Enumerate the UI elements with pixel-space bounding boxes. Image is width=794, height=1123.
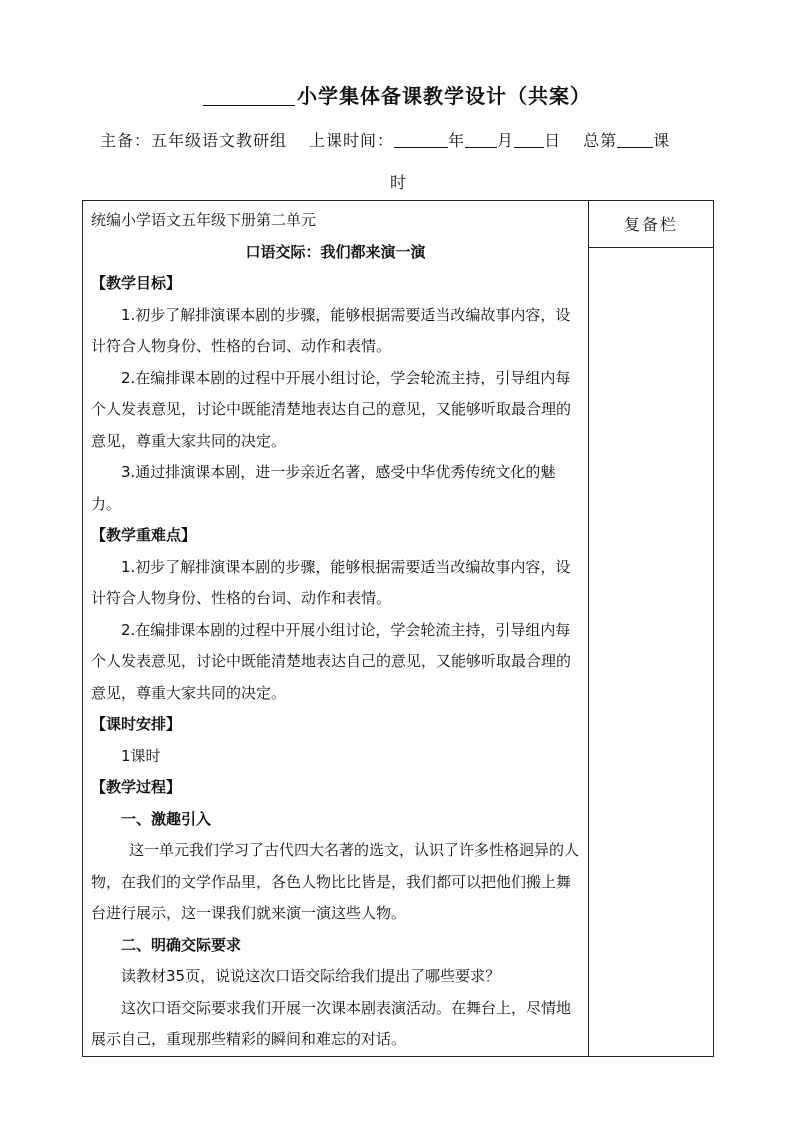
- title-text: 小学集体备课教学设计（共案）: [297, 84, 591, 108]
- process-heading: 【教学过程】: [91, 778, 182, 796]
- schedule-heading: 【课时安排】: [91, 715, 182, 733]
- review-column: [589, 201, 714, 1057]
- period-char: 时: [390, 173, 407, 192]
- total-suffix: 课: [653, 131, 671, 150]
- review-column-header: 复备栏: [589, 201, 713, 248]
- day-label: 日: [544, 131, 562, 150]
- year-blank: [394, 133, 448, 148]
- schedule-text: 1课时: [121, 746, 161, 765]
- header-info-line: [100, 128, 670, 151]
- step1-text: 这一单元我们学习了古代四大名著的选文，认识了许多性格迥异的人物，在我们的文学作品里，各色人物比比皆是，我们都可以把他们搬上舞台进行展示，这一课我们就来演一演这些人物。: [91, 841, 580, 922]
- day-blank: [514, 133, 544, 148]
- host-label: 主备：五年级语文教研组: [100, 131, 288, 150]
- school-blank: [203, 87, 295, 106]
- lesson-table: [82, 200, 714, 1057]
- goals-heading: 【教学目标】: [91, 274, 182, 292]
- goal-item: 1.初步了解排演课本剧的步骤，能够根据需要适当改编故事内容，设计符合人物身份、性格的台词、动作和表情。: [91, 305, 571, 355]
- key-item: 2.在编排课本剧的过程中开展小组讨论，学会轮流主持，引导组内每个人发表意见，讨论中既能清楚地表达自己的意见，又能够听取最合理的意见，尊重大家共同的决定。: [91, 620, 572, 702]
- total-prefix: 总第: [583, 131, 618, 150]
- lesson-title: 口语交际：我们都来演一演: [245, 242, 426, 261]
- month-label: 月: [497, 131, 515, 150]
- total-blank: [617, 133, 653, 148]
- goal-item: 2.在编排课本剧的过程中开展小组讨论，学会轮流主持，引导组内每个人发表意见，讨论中既能清楚地表达自己的意见，又能够听取最合理的意见，尊重大家共同的决定。: [91, 368, 572, 450]
- step2-text-2: 这次口语交际要求我们开展一次课本剧表演活动。在舞台上，尽情地展示自己，重现那些精彩的瞬间和难忘的对话。: [91, 998, 572, 1048]
- key-item: 1.初步了解排演课本剧的步骤，能够根据需要适当改编故事内容，设计符合人物身份、性格的台词、动作和表情。: [91, 557, 571, 607]
- year-label: 年: [448, 131, 466, 150]
- unit-label: 统编小学语文五年级下册第二单元: [91, 211, 317, 229]
- step2-text-1: 读教材35页，说说这次口语交际给我们提出了哪些要求？: [121, 967, 501, 985]
- goal-item: 3.通过排演课本剧，进一步亲近名著，感受中华优秀传统文化的魅力。: [91, 463, 556, 513]
- lesson-content-cell: [83, 201, 589, 1057]
- step1-heading: 一、激趣引入: [121, 809, 212, 828]
- step2-heading: 二、明确交际要求: [121, 935, 242, 954]
- key-heading: 【教学重难点】: [91, 526, 197, 544]
- time-label: 上课时间：: [309, 131, 395, 150]
- month-blank: [465, 133, 497, 148]
- page-title: [0, 80, 794, 109]
